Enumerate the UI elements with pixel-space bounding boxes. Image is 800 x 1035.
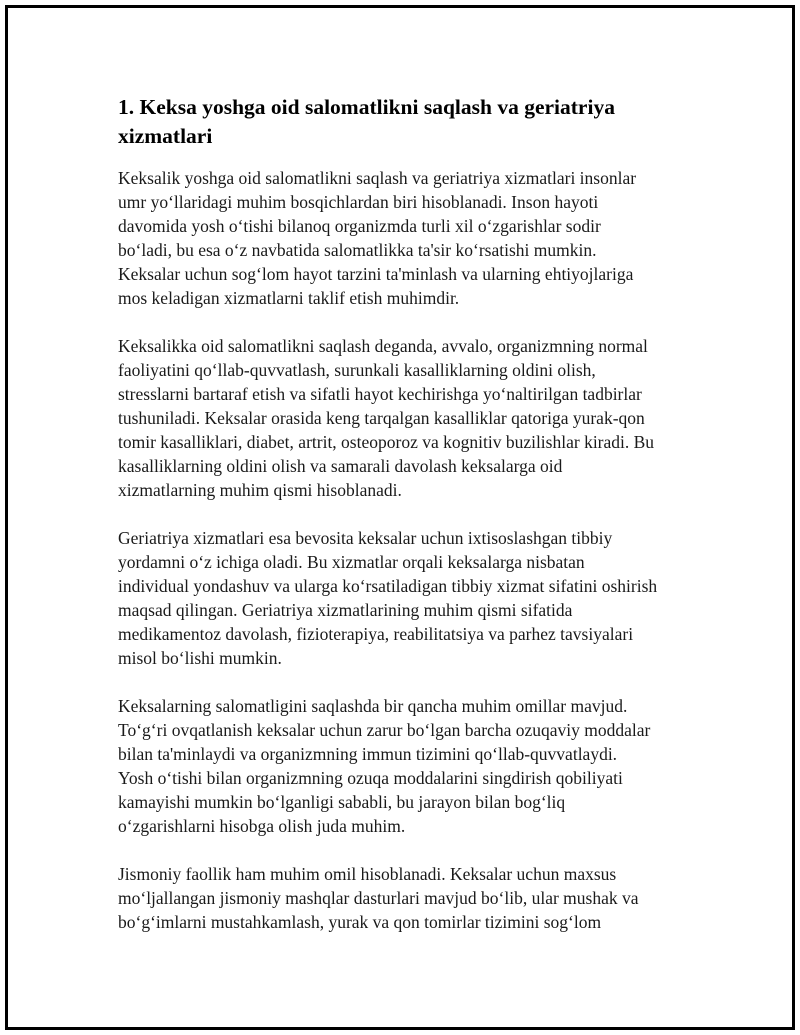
text-line: tushuniladi. Keksalar orasida keng tarqalgan kasalliklar qatoriga yurak-qon [118, 408, 645, 428]
text-line: umr yo‘llaridagi muhim bosqichlardan biri hisoblanadi. Inson hayoti [118, 192, 599, 212]
text-line: mo‘ljallangan jismoniy mashqlar dasturlari mavjud bo‘lib, ular mushak va [118, 888, 639, 908]
paragraph-5 [118, 862, 703, 934]
text-line: yordamni o‘z ichiga oladi. Bu xizmatlar orqali keksalarga nisbatan [118, 552, 585, 572]
text-line: kamayishi mumkin bo‘lganligi sababli, bu jarayon bilan bog‘liq [118, 792, 566, 812]
paragraph-1 [118, 166, 703, 310]
text-line: To‘g‘ri ovqatlanish keksalar uchun zarur bo‘lgan barcha ozuqaviy moddalar [118, 720, 651, 740]
text-line: maqsad qilingan. Geriatriya xizmatlarining muhim qismi sifatida [118, 600, 573, 620]
heading-line: 1. Keksa yoshga oid salomatlikni saqlash va geriatriya [118, 95, 615, 119]
text-line: misol bo‘lishi mumkin. [118, 648, 282, 668]
text-line: bilan ta'minlaydi va organizmning immun tizimini qo‘llab-quvvatlaydi. [118, 744, 618, 764]
text-line: Jismoniy faollik ham muhim omil hisoblanadi. Keksalar uchun maxsus [118, 864, 617, 884]
paragraph-3 [118, 526, 703, 670]
document-body [118, 93, 703, 958]
text-line: individual yondashuv va ularga ko‘rsatiladigan tibbiy xizmat sifatini oshirish [118, 576, 658, 596]
paragraph-2 [118, 334, 703, 502]
text-line: xizmatlarning muhim qismi hisoblanadi. [118, 480, 402, 500]
text-line: kasalliklarning oldini olish va samarali davolash keksalarga oid [118, 456, 563, 476]
text-line: stresslarni bartaraf etish va sifatli hayot kechirishga yo‘naltirilgan tadbirlar [118, 384, 642, 404]
text-line: Yosh o‘tishi bilan organizmning ozuqa moddalarini singdirish qobiliyati [118, 768, 623, 788]
text-line: o‘zgarishlarni hisobga olish juda muhim. [118, 816, 406, 836]
text-line: Geriatriya xizmatlari esa bevosita keksalar uchun ixtisoslashgan tibbiy [118, 528, 613, 548]
text-line: bo‘ladi, bu esa o‘z navbatida salomatlikka ta'sir ko‘rsatishi mumkin. [118, 240, 597, 260]
text-line: medikamentoz davolash, fizioterapiya, reabilitatsiya va parhez tavsiyalari [118, 624, 634, 644]
section-heading [118, 93, 703, 151]
text-line: faoliyatini qo‘llab-quvvatlash, surunkali kasalliklarning oldini olish, [118, 360, 596, 380]
text-line: Keksalik yoshga oid salomatlikni saqlash va geriatriya xizmatlari insonlar [118, 168, 637, 188]
text-line: tomir kasalliklari, diabet, artrit, osteoporoz va kognitiv buzilishlar kiradi. Bu [118, 432, 655, 452]
paragraph-4 [118, 694, 703, 838]
heading-line: xizmatlari [118, 124, 213, 148]
text-line: mos keladigan xizmatlarni taklif etish muhimdir. [118, 288, 460, 308]
text-line: davomida yosh o‘tishi bilanoq organizmda turli xil o‘zgarishlar sodir [118, 216, 601, 236]
text-line: Keksalikka oid salomatlikni saqlash deganda, avvalo, organizmning normal [118, 336, 648, 356]
text-line: Keksalar uchun sog‘lom hayot tarzini ta'minlash va ularning ehtiyojlariga [118, 264, 634, 284]
text-line: Keksalarning salomatligini saqlashda bir qancha muhim omillar mavjud. [118, 696, 628, 716]
text-line: bo‘g‘imlarni mustahkamlash, yurak va qon tomirlar tizimini sog‘lom [118, 912, 602, 932]
